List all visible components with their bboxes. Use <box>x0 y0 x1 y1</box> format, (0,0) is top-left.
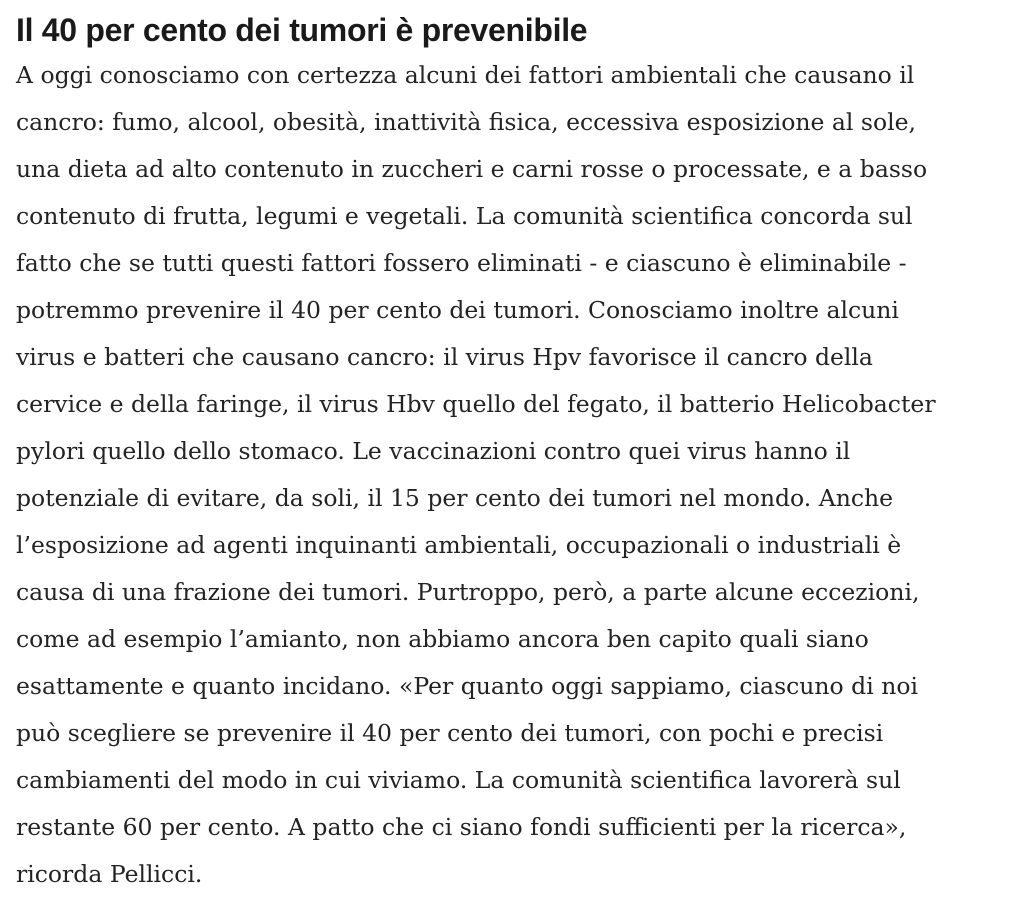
body-line: cervice e della faringe, il virus Hbv quello del fegato, il batterio Helicobacter <box>16 390 936 418</box>
article-title: Il 40 per cento dei tumori è prevenibile <box>16 12 588 48</box>
body-line: cancro: fumo, alcool, obesità, inattività fisica, eccessiva esposizione al sole, <box>16 108 917 136</box>
body-line: esattamente e quanto incidano. «Per quanto oggi sappiamo, ciascuno di noi <box>16 672 919 700</box>
body-line: può scegliere se prevenire il 40 per cento dei tumori, con pochi e precisi <box>16 719 884 747</box>
body-line: virus e batteri che causano cancro: il virus Hpv favorisce il cancro della <box>16 343 873 371</box>
article-body <box>16 52 1016 898</box>
body-line: ricorda Pellicci. <box>16 860 203 888</box>
body-line: l’esposizione ad agenti inquinanti ambientali, occupazionali o industriali è <box>16 531 902 559</box>
article <box>16 8 1016 898</box>
body-line: potenziale di evitare, da soli, il 15 per cento dei tumori nel mondo. Anche <box>16 484 894 512</box>
body-line: restante 60 per cento. A patto che ci siano fondi sufficienti per la ricerca», <box>16 813 907 841</box>
body-line: cambiamenti del modo in cui viviamo. La comunità scientifica lavorerà sul <box>16 766 901 794</box>
body-line: potremmo prevenire il 40 per cento dei tumori. Conosciamo inoltre alcuni <box>16 296 899 324</box>
body-line: contenuto di frutta, legumi e vegetali. La comunità scientifica concorda sul <box>16 202 913 230</box>
body-line: come ad esempio l’amianto, non abbiamo ancora ben capito quali siano <box>16 625 869 653</box>
body-line: pylori quello dello stomaco. Le vaccinazioni contro quei virus hanno il <box>16 437 851 465</box>
body-line: A oggi conosciamo con certezza alcuni dei fattori ambientali che causano il <box>16 61 915 89</box>
body-line: una dieta ad alto contenuto in zuccheri e carni rosse o processate, e a basso <box>16 155 928 183</box>
body-line: causa di una frazione dei tumori. Purtroppo, però, a parte alcune eccezioni, <box>16 578 920 606</box>
body-line: fatto che se tutti questi fattori fossero eliminati - e ciascuno è eliminabile - <box>16 249 907 277</box>
